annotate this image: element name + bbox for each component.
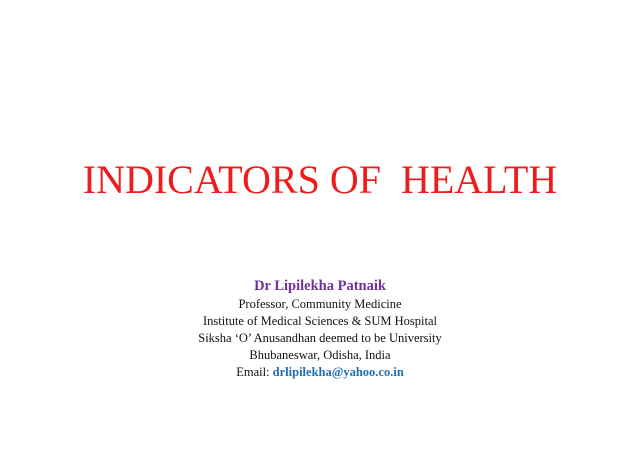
email-label: Email:: [236, 365, 273, 379]
author-designation: Professor, Community Medicine: [238, 297, 402, 311]
author-block: [0, 276, 640, 381]
slide-title: INDICATORS OF HEALTH: [82, 157, 558, 202]
email-link[interactable]: drlipilekha@yahoo.co.in: [272, 365, 404, 379]
author-institute: Institute of Medical Sciences & SUM Hospital: [203, 314, 437, 328]
author-location: Bhubaneswar, Odisha, India: [249, 348, 391, 362]
author-name: Dr Lipilekha Patnaik: [254, 278, 386, 294]
author-email-line: [0, 364, 640, 381]
author-university: Siksha ‘O’ Anusandhan deemed to be University: [198, 331, 442, 345]
